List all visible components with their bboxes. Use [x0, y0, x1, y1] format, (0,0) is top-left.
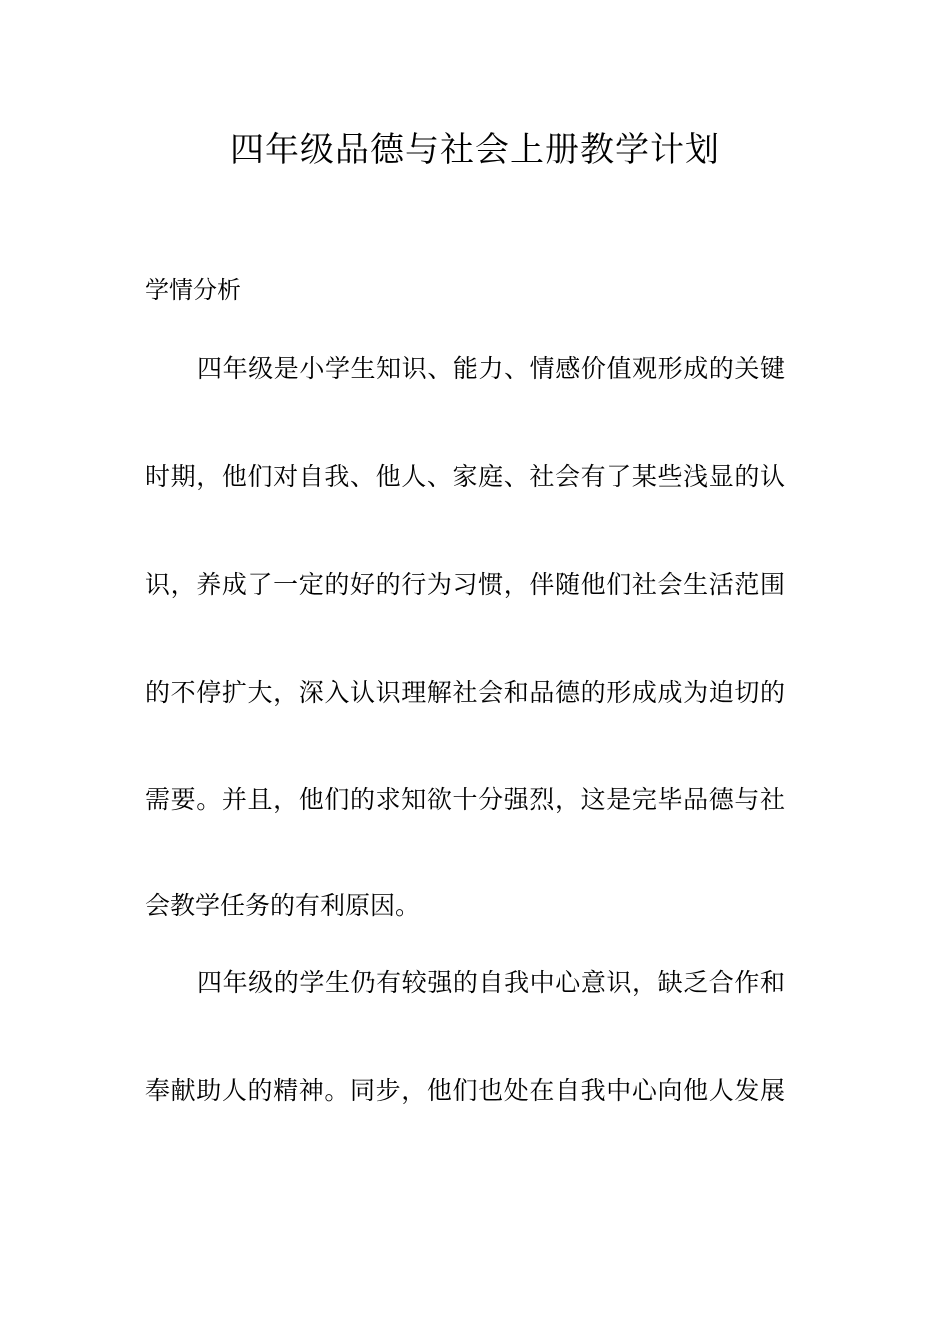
paragraph-line: 四年级的学生仍有较强的自我中心意识，缺乏合作和: [197, 968, 785, 997]
paragraph-line: 奉献助人的精神。同步，他们也处在自我中心向他人发展: [145, 1076, 785, 1105]
document-title: 四年级品德与社会上册教学计划: [230, 130, 720, 170]
paragraph-line: 时期，他们对自我、他人、家庭、社会有了某些浅显的认: [145, 462, 785, 491]
section-heading: 学情分析: [145, 276, 241, 304]
paragraph-line: 的不停扩大，深入认识理解社会和品德的形成成为迫切的: [145, 678, 785, 707]
paragraph-line: 识，养成了一定的好的行为习惯，伴随他们社会生活范围: [145, 570, 785, 599]
paragraph-line: 会教学任务的有利原因。: [145, 891, 421, 920]
paragraph-line: 四年级是小学生知识、能力、情感价值观形成的关键: [197, 354, 785, 383]
paragraph-line: 需要。并且，他们的求知欲十分强烈，这是完毕品德与社: [145, 785, 785, 814]
